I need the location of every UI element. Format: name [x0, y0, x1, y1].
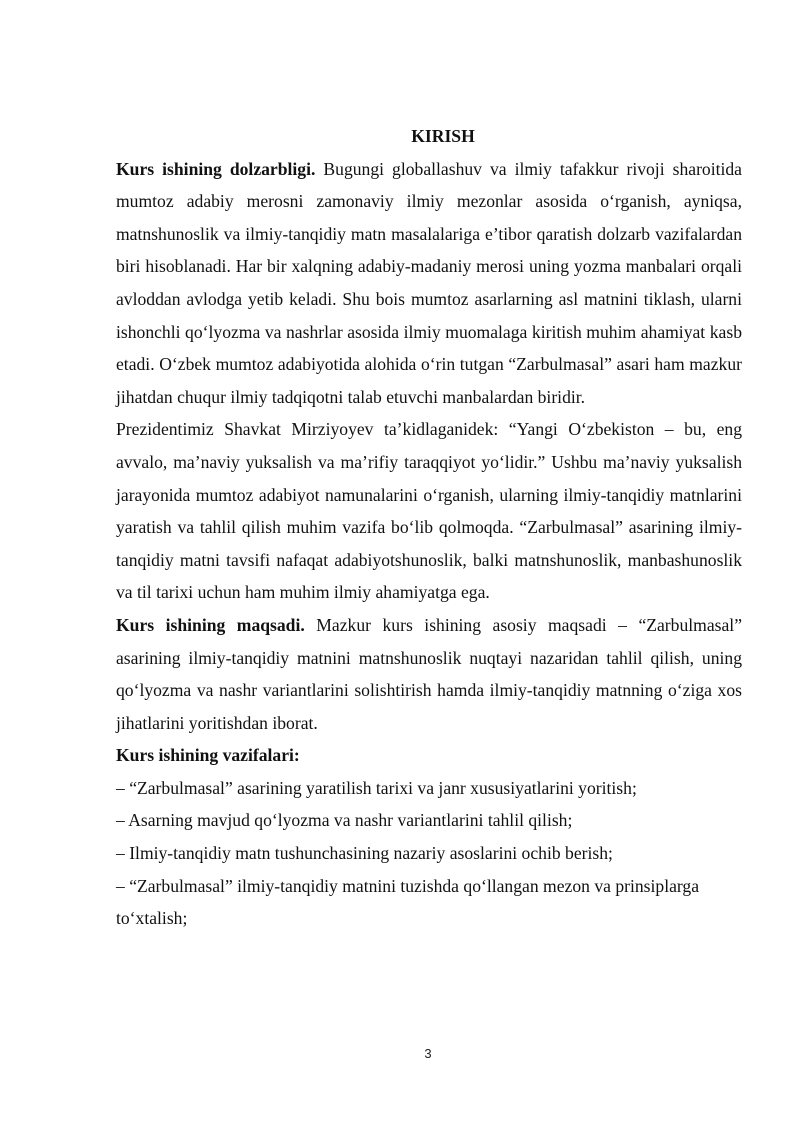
document-page [116, 120, 742, 935]
page-title: KIRISH [411, 126, 475, 146]
paragraph-text: Mazkur kurs ishining asosiy maqsadi – “Zarbulmasal” asarining ilmiy-tanqidiy matnini matnshunoslik nuqtayi nazaridan tahlil qilish, uning qo‘lyozma va nashr variantlarini solishtirish hamda ilmiy-tanqidiy matnning o‘ziga xos jihatlarini yoritishdan iborat. [116, 614, 742, 733]
paragraph-president-quote [116, 413, 742, 609]
list-item: – Asarning mavjud qo‘lyozma va nashr variantlarini tahlil qilish; [116, 810, 573, 831]
tasks-heading: Kurs ishining vazifalari: [116, 745, 300, 766]
paragraph-relevance [116, 153, 742, 414]
paragraph-lead: Kurs ishining dolzarbligi. [116, 158, 316, 179]
page-number: 3 [424, 1046, 432, 1061]
paragraph-text: Bugungi globallashuv va ilmiy tafakkur rivoji sharoitida mumtoz adabiy merosni zamonaviy ilmiy mezonlar asosida o‘rganish, ayniqsa, matnshunoslik va ilmiy-tanqidiy matn masalalariga e’tibor qaratish dolzarb vazifalardan biri hisoblanadi. Har bir xalqning adabiy-madaniy merosi uning yozma manbalari orqali avloddan avlodga yetib keladi. Shu bois mumtoz asarlarning asl matnini tiklash, ularni ishonchli qo‘lyozma va nashrlar asosida ilmiy muomalaga kiritish muhim ahamiyat kasb etadi. O‘zbek mumtoz adabiyotida alohida o‘rin tutgan “Zarbulmasal” asari ham mazkur jihatdan chuqur ilmiy tadqiqotni talab etuvchi manbalardan biridir. [116, 158, 742, 407]
list-item: – Ilmiy-tanqidiy matn tushunchasining nazariy asoslarini ochib berish; [116, 843, 613, 864]
list-item: – “Zarbulmasal” asarining yaratilish tarixi va janr xususiyatlarini yoritish; [116, 777, 637, 798]
paragraph-text: Prezidentimiz Shavkat Mirziyoyev ta’kidlaganidek: “Yangi O‘zbekiston – bu, eng avvalo, ma’naviy yuksalish va ma’rifiy taraqqiyot yo‘lidir.” Ushbu ma’naviy yuksalish jarayonida mumtoz adabiyot namunalarini o‘rganish, ularning ilmiy-tanqidiy matnlarini yaratish va tahlil qilish muhim vazifa bo‘lib qolmoqda. “Zarbulmasal” asarining ilmiy-tanqidiy matni tavsifi nafaqat adabiyotshunoslik, balki matnshunoslik, manbashunoslik va til tarixi uchun ham muhim ilmiy ahamiyatga ega. [116, 419, 742, 603]
list-item: – “Zarbulmasal” ilmiy-tanqidiy matnini tuzishda qo‘llangan mezon va prinsiplarga to‘xtalish; [116, 875, 700, 929]
paragraph-lead: Kurs ishining maqsadi. [116, 614, 305, 635]
tasks-list [116, 772, 742, 935]
paragraph-goal [116, 609, 742, 739]
